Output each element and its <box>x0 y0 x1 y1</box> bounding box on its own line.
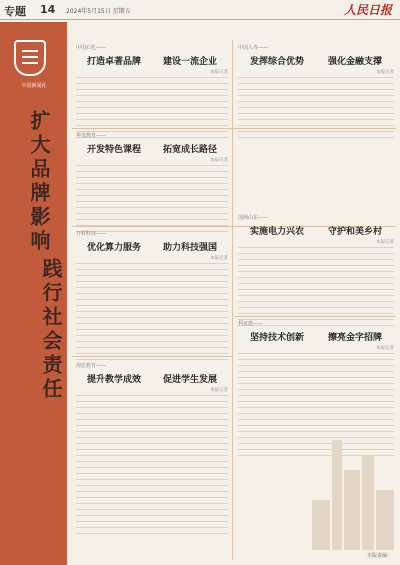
article-subtitle: 强化金融支撑 <box>327 57 382 67</box>
article-author: 本报记者 <box>376 240 394 245</box>
brand-emblem-icon <box>14 40 46 76</box>
article-subtitle: 促进学生发展 <box>162 375 217 385</box>
skyline-building <box>312 500 330 550</box>
newspaper-logo: 人民日报 <box>343 3 392 17</box>
article-title: 实施电力兴农 <box>249 227 304 237</box>
article-title: 优化算力服务 <box>86 243 141 253</box>
article-source: 开科科技—— <box>76 231 107 237</box>
article-title: 开发特色课程 <box>86 145 141 155</box>
emblem-caption: 中国新闻社 <box>21 83 47 89</box>
skyline-building <box>344 470 360 550</box>
article-subtitle: 助力科技强国 <box>162 243 217 253</box>
article-subtitle: 建设一流企业 <box>162 57 217 67</box>
page-header <box>0 0 400 20</box>
article-leyard <box>238 320 394 461</box>
article-state-grid-shandong <box>238 214 394 331</box>
article-china-life <box>238 44 394 143</box>
article-author: 本报记者 <box>210 70 228 75</box>
article-author: 本报记者 <box>376 70 394 75</box>
article-haisi-education <box>76 362 228 539</box>
article-source: 海思教育—— <box>76 363 107 369</box>
article-subtitle: 守护和美乡村 <box>327 227 382 237</box>
article-source: 华茂教育—— <box>76 133 107 139</box>
article-title: 提升教学成效 <box>86 375 141 385</box>
article-source: 利亚德—— <box>238 321 264 327</box>
page-number: 14 <box>40 3 56 16</box>
article-author: 本报记者 <box>376 346 394 351</box>
section-label: 专题 <box>4 5 26 18</box>
article-subtitle: 拓宽成长路径 <box>162 145 217 155</box>
article-sinopec <box>76 44 228 143</box>
skyline-building <box>376 490 394 550</box>
article-huamao-education <box>76 132 228 237</box>
article-author: 本报记者 <box>210 388 228 393</box>
article-title: 发挥综合优势 <box>249 57 304 67</box>
article-author: 本报记者 <box>210 256 228 261</box>
article-author: 本报记者 <box>210 158 228 163</box>
article-subtitle: 擦亮金字招牌 <box>327 333 382 343</box>
vertical-headline-2: 践行社会责任 <box>39 258 63 402</box>
article-source: 中国石化—— <box>76 45 107 51</box>
skyline-building <box>362 455 374 550</box>
vertical-headline-1: 扩大品牌影响 <box>27 110 51 254</box>
article-title: 坚持技术创新 <box>249 333 304 343</box>
article-title: 打造卓著品牌 <box>86 57 141 67</box>
column-divider <box>232 40 233 560</box>
article-source: 国网山东—— <box>238 215 269 221</box>
issue-date: 2024年5月15日 星期五 <box>66 8 131 15</box>
article-kaike-tech <box>76 230 228 365</box>
skyline-building <box>332 440 342 550</box>
page-footer: 本版责编： <box>366 553 392 559</box>
article-source: 中国人寿—— <box>238 45 269 51</box>
